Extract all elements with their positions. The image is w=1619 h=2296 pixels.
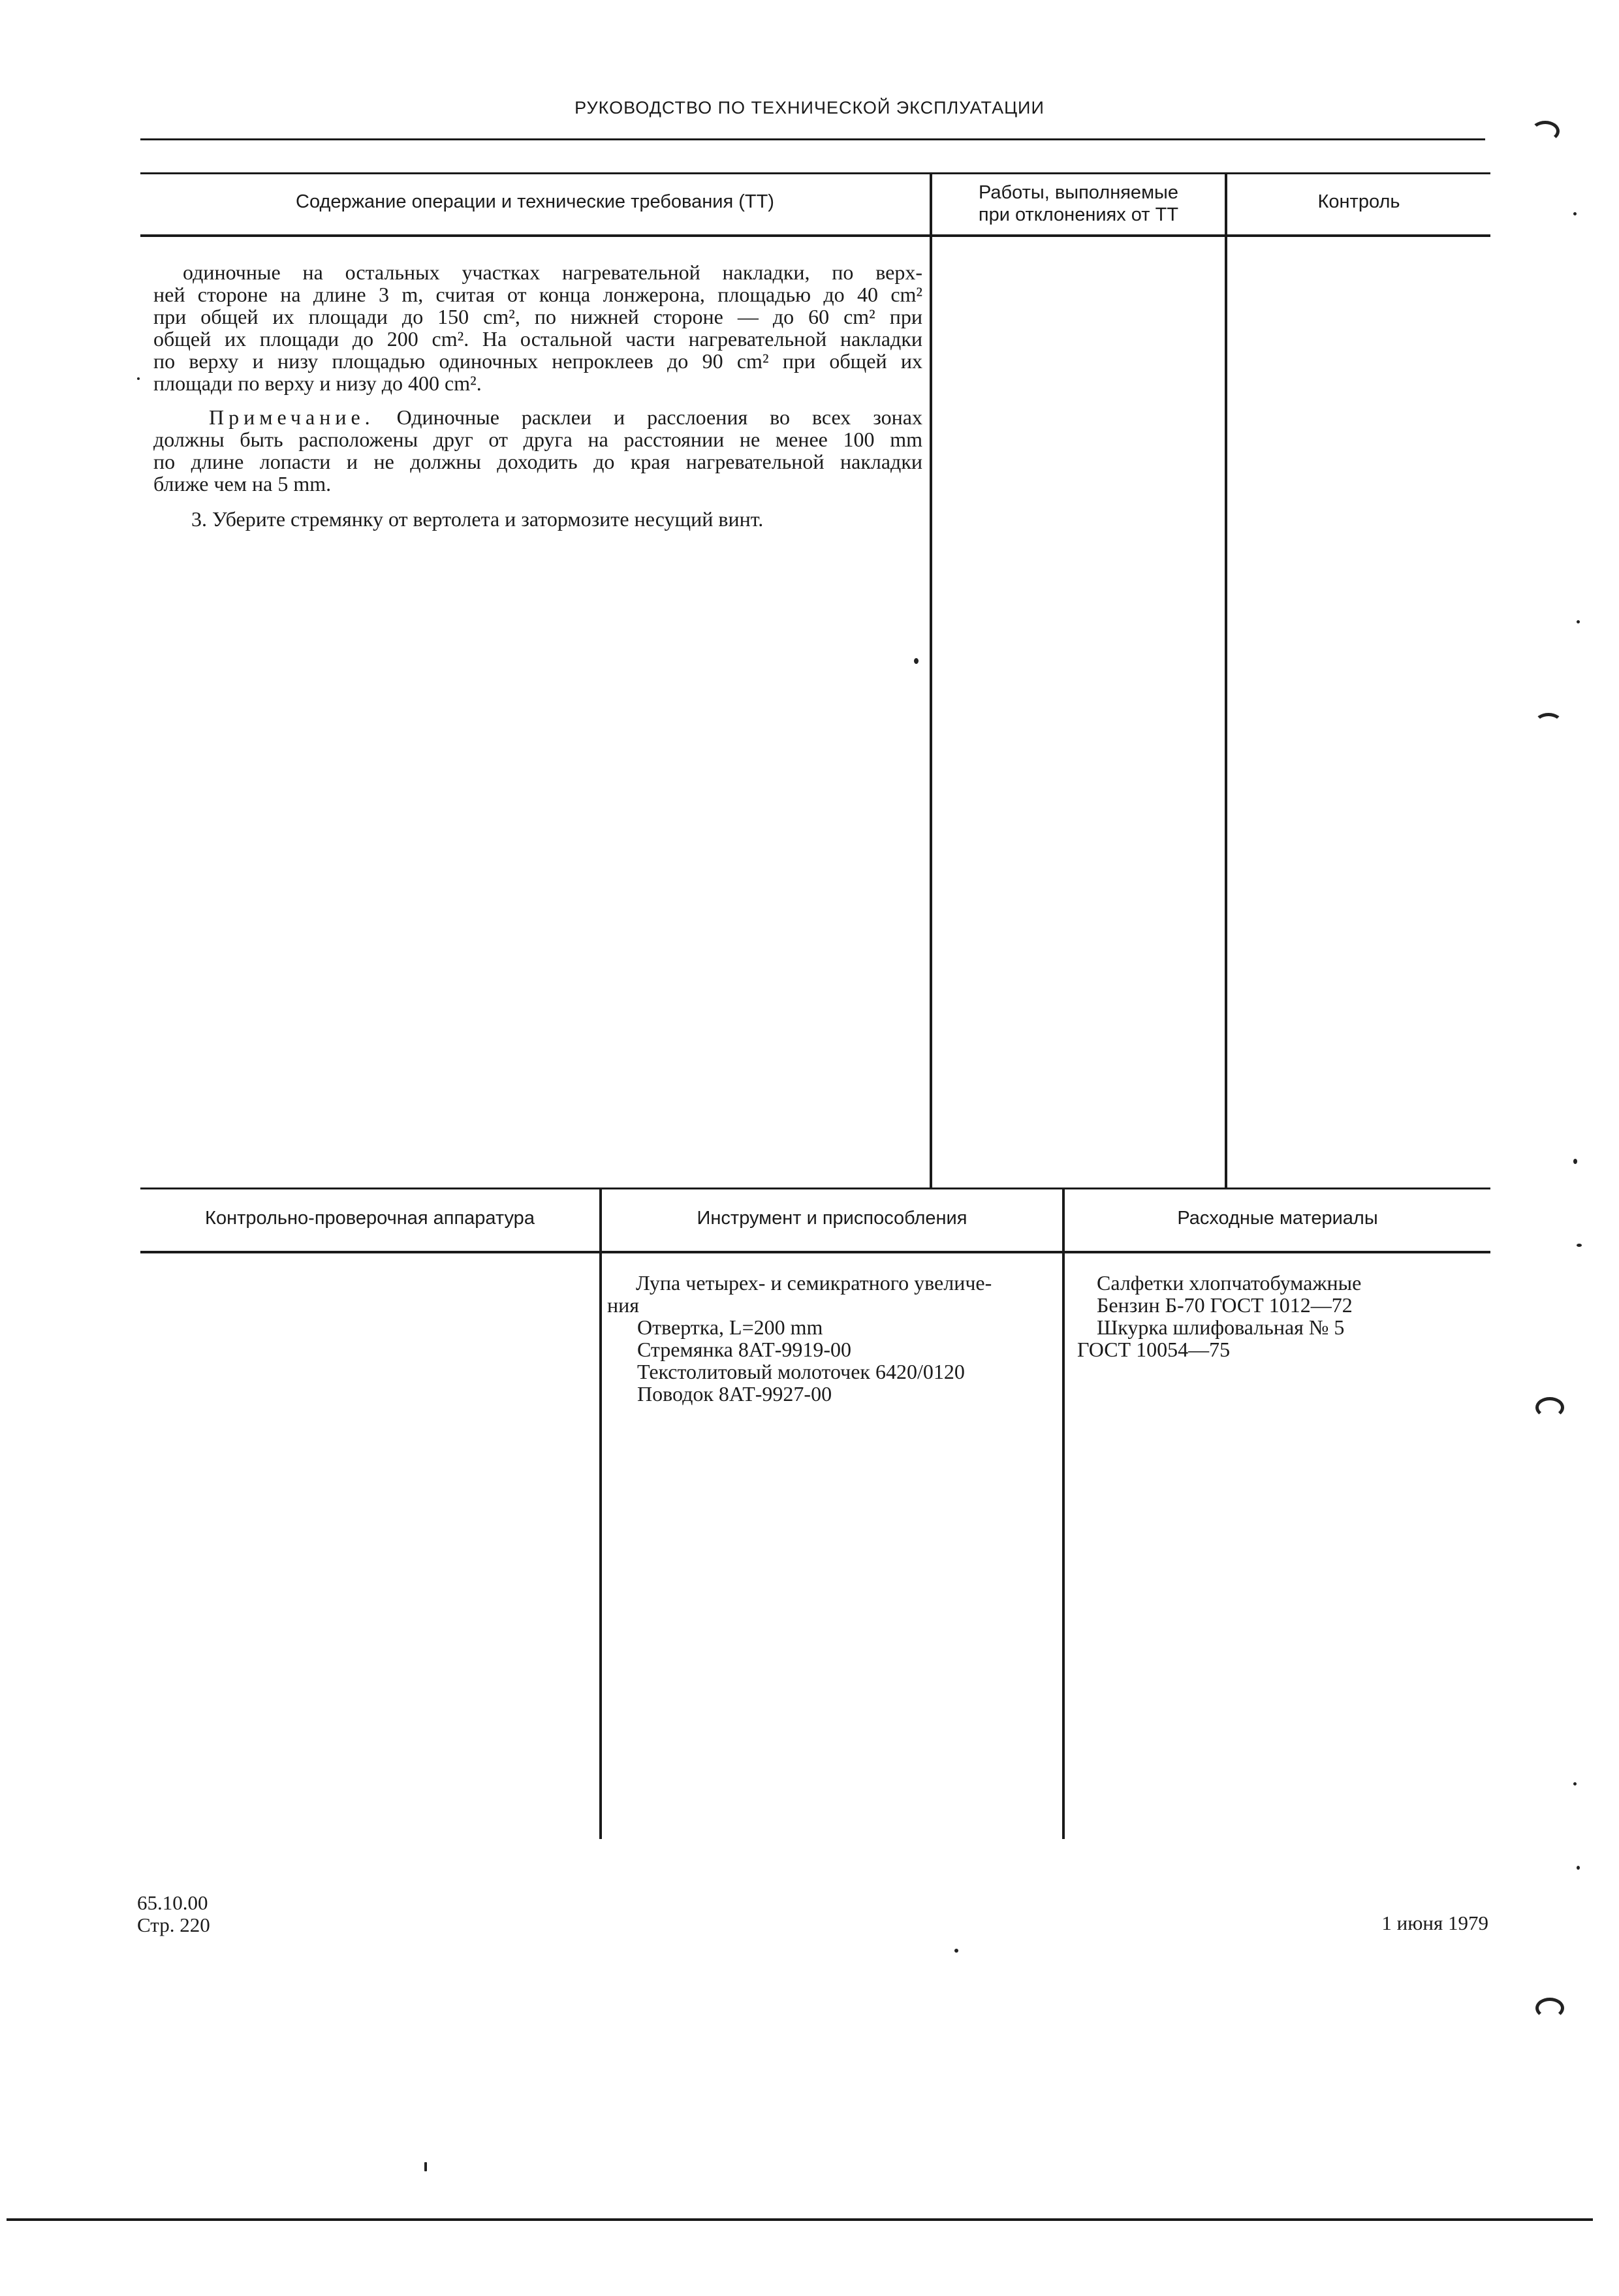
page-number: Стр. 220 xyxy=(137,1913,210,1936)
note-line: Одиночные расклеи и расслоения во всех зонах xyxy=(396,405,922,429)
revision-date: 1 июня 1979 xyxy=(1381,1911,1488,1934)
note-line: ближе чем на 5 mm. xyxy=(153,472,332,495)
note-label: Примечание. xyxy=(209,405,375,429)
table-top-border xyxy=(140,172,1490,174)
column-header-content: Содержание операции и технические требования (ТТ) xyxy=(296,191,774,212)
list-item: Салфетки хлопчатобумажные xyxy=(1097,1271,1362,1295)
list-item: Отвертка, L=200 mm xyxy=(637,1315,823,1339)
list-item: ГОСТ 10054—75 xyxy=(1077,1338,1231,1361)
column-divider-2 xyxy=(1225,172,1227,1187)
scan-speck xyxy=(1573,1782,1577,1785)
binder-hole-mark xyxy=(1535,1998,1564,2019)
footer-left xyxy=(137,1892,210,1936)
note-line: по длине лопасти и не должны доходить до края нагревательной накладки xyxy=(153,450,922,473)
lower-column-divider-1 xyxy=(599,1187,602,1839)
scan-speck xyxy=(1577,620,1580,623)
step-3: 3. Уберите стремянку от вертолета и затормозите несущий винт. xyxy=(191,507,764,531)
paragraph-line: по верху и низу площадью одиночных непроклеев до 90 cm² при общей их xyxy=(153,349,922,373)
scan-speck xyxy=(1573,1159,1577,1164)
scan-speck xyxy=(1577,1244,1582,1247)
column-header-deviation-line2: при отклонениях от ТТ xyxy=(978,204,1179,225)
tools-list xyxy=(607,1272,992,1405)
note-paragraph xyxy=(153,406,922,495)
paragraph-line: общей их площади до 200 cm². На остальной части нагревательной накладки xyxy=(153,327,922,351)
paragraph-line: при общей их площади до 150 cm², по нижней стороне — до 60 cm² при xyxy=(153,305,923,328)
running-header: РУКОВОДСТВО ПО ТЕХНИЧЕСКОЙ ЭКСПЛУАТАЦИИ xyxy=(574,98,1045,118)
list-item: Лупа четырех- и семикратного увеличе- xyxy=(636,1271,992,1295)
scan-bottom-rule xyxy=(7,2218,1593,2221)
scan-speck xyxy=(914,658,919,664)
paragraph-line: площади по верху и низу до 400 cm². xyxy=(153,371,482,395)
note-line: должны быть расположены друг от друга на расстоянии не менее 100 mm xyxy=(153,428,922,451)
column-header-deviation xyxy=(932,181,1225,226)
operation-paragraph xyxy=(153,261,922,394)
list-item: Поводок 8АТ-9927-00 xyxy=(637,1382,832,1406)
scan-speck xyxy=(1573,212,1577,215)
paragraph-line: одиночные на остальных участках нагревательной накладки, по верх- xyxy=(183,260,922,284)
lower-table-top-border xyxy=(140,1187,1490,1189)
scan-speck xyxy=(424,2162,427,2171)
header-rule xyxy=(140,138,1485,140)
lower-column-divider-2 xyxy=(1062,1187,1065,1839)
list-item: Стремянка 8АТ-9919-00 xyxy=(637,1338,852,1361)
scan-speck xyxy=(137,377,140,380)
lower-table-header-border xyxy=(140,1251,1490,1253)
paragraph-line: ней стороне на длине 3 m, считая от конца лонжерона, площадью до 40 cm² xyxy=(153,283,922,306)
column-header-materials: Расходные материалы xyxy=(1177,1208,1378,1229)
list-item: Шкурка шлифовальная № 5 xyxy=(1097,1315,1345,1339)
column-header-tools: Инструмент и приспособления xyxy=(697,1208,967,1229)
section-code: 65.10.00 xyxy=(137,1891,208,1914)
scan-speck xyxy=(1577,1866,1580,1870)
list-item: Текстолитовый молоточек 6420/0120 xyxy=(637,1360,965,1383)
column-header-deviation-line1: Работы, выполняемые xyxy=(979,182,1178,203)
column-header-control: Контроль xyxy=(1317,191,1400,212)
binder-hole-mark xyxy=(1534,713,1563,734)
scan-speck xyxy=(954,1949,958,1953)
list-item: Бензин Б-70 ГОСТ 1012—72 xyxy=(1097,1293,1353,1317)
column-divider-1 xyxy=(930,172,932,1187)
list-item: ния xyxy=(607,1293,639,1317)
column-header-equipment: Контрольно-проверочная аппаратура xyxy=(205,1208,535,1229)
binder-hole-mark xyxy=(1531,121,1560,142)
materials-list xyxy=(1077,1272,1361,1360)
table-header-border xyxy=(140,234,1490,237)
binder-hole-mark xyxy=(1535,1397,1564,1418)
